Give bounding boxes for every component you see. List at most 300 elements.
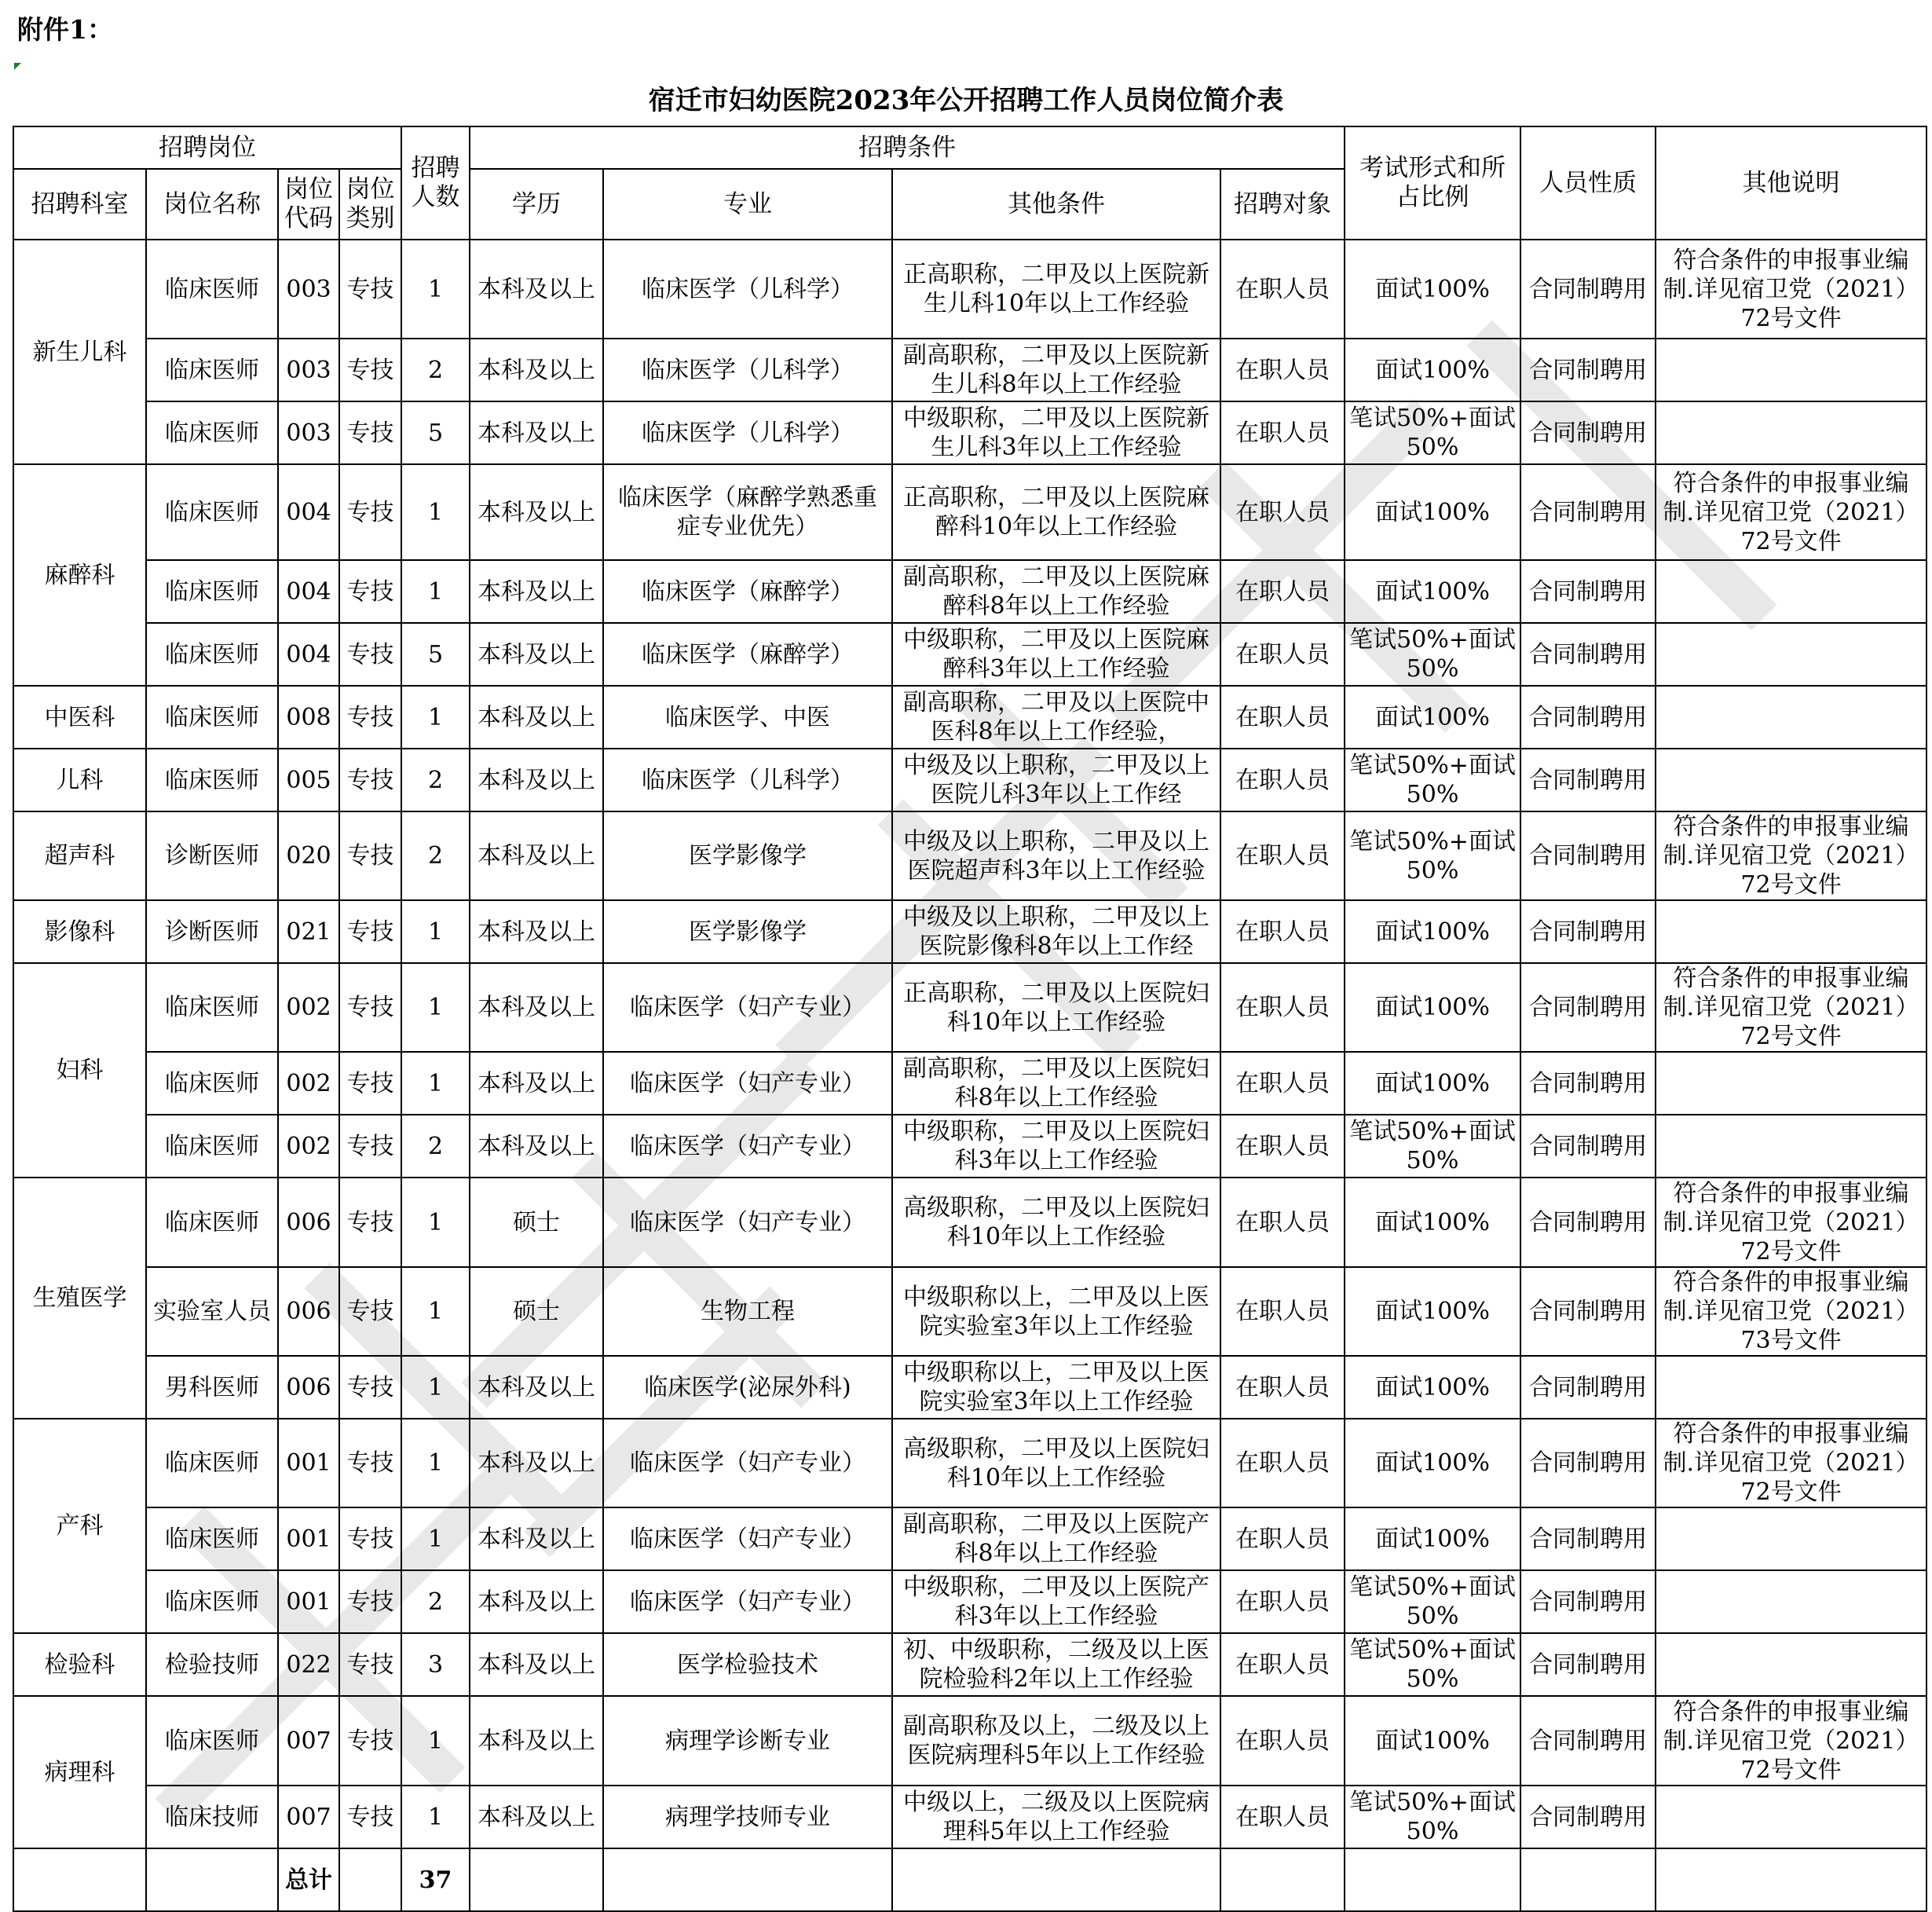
cell-target: 在职人员 (1220, 560, 1345, 623)
cell-exam: 面试100% (1345, 240, 1520, 339)
cell-education: 本科及以上 (470, 963, 603, 1052)
cell-nature: 合同制聘用 (1520, 464, 1656, 560)
cell-nature: 合同制聘用 (1520, 1633, 1656, 1696)
cell-education: 本科及以上 (470, 1786, 603, 1848)
cell-note (1656, 1786, 1927, 1848)
cell-note (1656, 560, 1927, 623)
cell-nature: 合同制聘用 (1520, 1178, 1656, 1267)
cell-department: 超声科 (13, 811, 146, 900)
cell-target: 在职人员 (1220, 1267, 1345, 1356)
cell-post-code: 004 (278, 623, 339, 686)
header-education: 学历 (470, 169, 603, 240)
cell-education: 本科及以上 (470, 749, 603, 811)
cell-count: 2 (401, 749, 470, 811)
cell-target: 在职人员 (1220, 339, 1345, 401)
attachment-label: 附件1： (17, 14, 113, 45)
table-row (13, 686, 1927, 749)
recruitment-table (13, 126, 1927, 1912)
cell-exam: 面试100% (1345, 1507, 1520, 1570)
cell-department: 儿科 (13, 749, 146, 811)
header-major: 专业 (603, 169, 892, 240)
cell-department: 新生儿科 (13, 240, 146, 464)
cell-other-conditions: 中级以上，二级及以上医院病理科5年以上工作经验 (892, 1786, 1220, 1848)
cell-exam: 笔试50%+面试50% (1345, 1115, 1520, 1178)
cell-other-conditions: 中级职称，二甲及以上医院新生儿科3年以上工作经验 (892, 401, 1220, 464)
cell-major: 临床医学（妇产专业） (603, 1570, 892, 1633)
cell-other-conditions: 副高职称及以上，二级及以上医院病理科5年以上工作经验 (892, 1696, 1220, 1786)
cell-education: 本科及以上 (470, 1696, 603, 1786)
header-other-conditions: 其他条件 (892, 169, 1220, 240)
cell-post-type: 专技 (339, 339, 401, 401)
cell-target: 在职人员 (1220, 1419, 1345, 1507)
cell-note (1656, 339, 1927, 401)
cell-exam: 面试100% (1345, 900, 1520, 963)
cell-nature: 合同制聘用 (1520, 1052, 1656, 1115)
cell-count: 1 (401, 1356, 470, 1419)
header-nature: 人员性质 (1520, 126, 1656, 240)
table-row (13, 1507, 1927, 1570)
cell-target: 在职人员 (1220, 1786, 1345, 1848)
cell-exam: 面试100% (1345, 560, 1520, 623)
table-row (13, 1570, 1927, 1633)
table-row (13, 339, 1927, 401)
cell-count: 1 (401, 1786, 470, 1848)
cell-count: 5 (401, 401, 470, 464)
cell-post-code: 006 (278, 1267, 339, 1356)
cell-post-name: 临床技师 (146, 1786, 278, 1848)
cell-other-conditions: 中级职称，二甲及以上医院麻醉科3年以上工作经验 (892, 623, 1220, 686)
cell-post-name: 临床医师 (146, 560, 278, 623)
cell-major: 临床医学（妇产专业） (603, 963, 892, 1052)
cell-major: 医学影像学 (603, 811, 892, 900)
cell-count: 1 (401, 1419, 470, 1507)
cell-major: 临床医学（妇产专业） (603, 1507, 892, 1570)
cell-major: 临床医学（儿科学） (603, 339, 892, 401)
cell-other-conditions: 中级及以上职称，二甲及以上医院儿科3年以上工作经 (892, 749, 1220, 811)
cell-education: 本科及以上 (470, 560, 603, 623)
cell-post-type: 专技 (339, 963, 401, 1052)
cell-target: 在职人员 (1220, 1507, 1345, 1570)
cell-note (1656, 1570, 1927, 1633)
cell-post-code: 022 (278, 1633, 339, 1696)
cell-education: 本科及以上 (470, 811, 603, 900)
cell-note: 符合条件的申报事业编制.详见宿卫党（2021）72号文件 (1656, 1419, 1927, 1507)
cell-count: 1 (401, 900, 470, 963)
cell-nature: 合同制聘用 (1520, 1570, 1656, 1633)
cell-post-type: 专技 (339, 623, 401, 686)
cell-post-name: 临床医师 (146, 240, 278, 339)
cell-exam: 笔试50%+面试50% (1345, 1570, 1520, 1633)
cell-exam: 面试100% (1345, 1419, 1520, 1507)
cell-other-conditions: 初、中级职称，二级及以上医院检验科2年以上工作经验 (892, 1633, 1220, 1696)
cell-target: 在职人员 (1220, 240, 1345, 339)
cell-post-type: 专技 (339, 686, 401, 749)
cell-education: 本科及以上 (470, 686, 603, 749)
cell-major: 生物工程 (603, 1267, 892, 1356)
total-value: 37 (401, 1848, 470, 1911)
cell-major: 临床医学（儿科学） (603, 401, 892, 464)
cell-post-code: 006 (278, 1356, 339, 1419)
cell-count: 2 (401, 811, 470, 900)
table-row (13, 240, 1927, 339)
cell-exam: 面试100% (1345, 963, 1520, 1052)
cell-education: 本科及以上 (470, 240, 603, 339)
cell-post-code: 005 (278, 749, 339, 811)
cell-note: 符合条件的申报事业编制.详见宿卫党（2021）72号文件 (1656, 464, 1927, 560)
empty-cell (470, 1848, 603, 1911)
cell-department: 影像科 (13, 900, 146, 963)
cell-post-name: 临床医师 (146, 1507, 278, 1570)
cell-major: 临床医学（妇产专业） (603, 1178, 892, 1267)
header-post-name: 岗位名称 (146, 169, 278, 240)
cell-post-type: 专技 (339, 1115, 401, 1178)
cell-post-type: 专技 (339, 401, 401, 464)
cell-education: 本科及以上 (470, 1356, 603, 1419)
cell-nature: 合同制聘用 (1520, 240, 1656, 339)
cell-major: 临床医学（儿科学） (603, 240, 892, 339)
cell-major: 临床医学（麻醉学熟悉重症专业优先） (603, 464, 892, 560)
cell-post-name: 临床医师 (146, 401, 278, 464)
cell-education: 本科及以上 (470, 1052, 603, 1115)
cell-target: 在职人员 (1220, 900, 1345, 963)
cell-note (1656, 1633, 1927, 1696)
cell-count: 3 (401, 1633, 470, 1696)
cell-target: 在职人员 (1220, 1696, 1345, 1786)
cell-note (1656, 401, 1927, 464)
table-row (13, 560, 1927, 623)
table-row (13, 811, 1927, 900)
cell-count: 1 (401, 686, 470, 749)
cell-post-code: 004 (278, 560, 339, 623)
cell-count: 1 (401, 1507, 470, 1570)
cell-target: 在职人员 (1220, 1633, 1345, 1696)
cell-nature: 合同制聘用 (1520, 900, 1656, 963)
cell-nature: 合同制聘用 (1520, 811, 1656, 900)
cell-nature: 合同制聘用 (1520, 560, 1656, 623)
cell-department: 妇科 (13, 963, 146, 1178)
cell-count: 1 (401, 1052, 470, 1115)
cell-other-conditions: 副高职称，二甲及以上医院产科8年以上工作经验 (892, 1507, 1220, 1570)
cell-education: 硕士 (470, 1178, 603, 1267)
cell-target: 在职人员 (1220, 1052, 1345, 1115)
cell-post-code: 003 (278, 339, 339, 401)
header-conditions: 招聘条件 (470, 126, 1345, 169)
cell-post-type: 专技 (339, 1052, 401, 1115)
cell-post-code: 002 (278, 1115, 339, 1178)
cell-education: 本科及以上 (470, 900, 603, 963)
empty-cell (1345, 1848, 1520, 1911)
empty-cell (146, 1848, 278, 1911)
cell-department: 检验科 (13, 1633, 146, 1696)
cell-other-conditions: 副高职称，二甲及以上医院妇科8年以上工作经验 (892, 1052, 1220, 1115)
cell-other-conditions: 副高职称，二甲及以上医院麻醉科8年以上工作经验 (892, 560, 1220, 623)
cell-department: 麻醉科 (13, 464, 146, 686)
cell-exam: 笔试50%+面试50% (1345, 749, 1520, 811)
cell-count: 1 (401, 240, 470, 339)
cell-nature: 合同制聘用 (1520, 339, 1656, 401)
cell-post-code: 001 (278, 1419, 339, 1507)
cell-education: 本科及以上 (470, 339, 603, 401)
cell-exam: 面试100% (1345, 1267, 1520, 1356)
cell-nature: 合同制聘用 (1520, 1267, 1656, 1356)
cell-post-code: 007 (278, 1696, 339, 1786)
cell-nature: 合同制聘用 (1520, 1115, 1656, 1178)
cell-nature: 合同制聘用 (1520, 623, 1656, 686)
cell-post-name: 临床医师 (146, 686, 278, 749)
page-title: 宿迁市妇幼医院2023年公开招聘工作人员岗位简介表 (648, 85, 1284, 116)
cell-post-type: 专技 (339, 464, 401, 560)
cell-post-name: 检验技师 (146, 1633, 278, 1696)
table-row (13, 623, 1927, 686)
cell-nature: 合同制聘用 (1520, 1507, 1656, 1570)
cell-post-name: 临床医师 (146, 749, 278, 811)
cell-major: 临床医学、中医 (603, 686, 892, 749)
cell-post-code: 003 (278, 401, 339, 464)
cell-note: 符合条件的申报事业编制.详见宿卫党（2021）72号文件 (1656, 963, 1927, 1052)
table-row (13, 1633, 1927, 1696)
cell-major: 临床医学（麻醉学） (603, 623, 892, 686)
cell-other-conditions: 中级及以上职称，二甲及以上医院超声科3年以上工作经验 (892, 811, 1220, 900)
cell-post-type: 专技 (339, 1356, 401, 1419)
cell-post-code: 008 (278, 686, 339, 749)
cell-post-type: 专技 (339, 1633, 401, 1696)
cell-note (1656, 1115, 1927, 1178)
header-post-code: 岗位代码 (278, 169, 339, 240)
table-row (13, 1178, 1927, 1267)
cell-post-name: 临床医师 (146, 1115, 278, 1178)
empty-cell (603, 1848, 892, 1911)
cell-nature: 合同制聘用 (1520, 963, 1656, 1052)
cell-post-code: 004 (278, 464, 339, 560)
header-recruit-post: 招聘岗位 (13, 126, 401, 169)
cell-other-conditions: 中级职称，二甲及以上医院妇科3年以上工作经验 (892, 1115, 1220, 1178)
cell-post-name: 临床医师 (146, 1419, 278, 1507)
cell-education: 本科及以上 (470, 1633, 603, 1696)
cell-nature: 合同制聘用 (1520, 1356, 1656, 1419)
empty-cell (1220, 1848, 1345, 1911)
table-row (13, 963, 1927, 1052)
cell-post-code: 002 (278, 1052, 339, 1115)
cell-target: 在职人员 (1220, 686, 1345, 749)
cell-post-code: 007 (278, 1786, 339, 1848)
cell-count: 1 (401, 1267, 470, 1356)
cell-post-name: 临床医师 (146, 1570, 278, 1633)
cell-note (1656, 1356, 1927, 1419)
cell-note (1656, 900, 1927, 963)
total-row (13, 1848, 1927, 1911)
cell-post-name: 临床医师 (146, 963, 278, 1052)
cell-post-type: 专技 (339, 560, 401, 623)
table-row (13, 1419, 1927, 1507)
header-exam: 考试形式和所占比例 (1345, 126, 1520, 240)
cell-count: 5 (401, 623, 470, 686)
cell-nature: 合同制聘用 (1520, 1786, 1656, 1848)
cell-post-code: 001 (278, 1570, 339, 1633)
cell-count: 1 (401, 464, 470, 560)
cell-post-name: 临床医师 (146, 339, 278, 401)
cell-note (1656, 623, 1927, 686)
cell-other-conditions: 副高职称，二甲及以上医院新生儿科8年以上工作经验 (892, 339, 1220, 401)
cell-count: 2 (401, 339, 470, 401)
cell-department: 产科 (13, 1419, 146, 1633)
cell-post-name: 临床医师 (146, 1178, 278, 1267)
cell-education: 本科及以上 (470, 1419, 603, 1507)
cell-count: 1 (401, 963, 470, 1052)
table-row (13, 1786, 1927, 1848)
header-count: 招聘人数 (401, 126, 470, 240)
cell-post-code: 021 (278, 900, 339, 963)
cell-department: 病理科 (13, 1696, 146, 1848)
cell-nature: 合同制聘用 (1520, 686, 1656, 749)
cell-major: 医学影像学 (603, 900, 892, 963)
cell-note (1656, 749, 1927, 811)
cell-post-code: 006 (278, 1178, 339, 1267)
cell-major: 临床医学（妇产专业） (603, 1052, 892, 1115)
empty-cell (339, 1848, 401, 1911)
cell-post-code: 003 (278, 240, 339, 339)
table-row (13, 749, 1927, 811)
cell-major: 病理学技师专业 (603, 1786, 892, 1848)
cell-post-name: 实验室人员 (146, 1267, 278, 1356)
cell-post-type: 专技 (339, 1696, 401, 1786)
cell-major: 临床医学（麻醉学） (603, 560, 892, 623)
cell-nature: 合同制聘用 (1520, 749, 1656, 811)
cell-education: 本科及以上 (470, 1507, 603, 1570)
table-row (13, 1696, 1927, 1786)
empty-cell (892, 1848, 1220, 1911)
cell-post-type: 专技 (339, 1507, 401, 1570)
cell-count: 2 (401, 1570, 470, 1633)
cell-target: 在职人员 (1220, 1356, 1345, 1419)
corner-mark-icon (14, 63, 21, 70)
cell-count: 1 (401, 1696, 470, 1786)
cell-nature: 合同制聘用 (1520, 1419, 1656, 1507)
cell-exam: 面试100% (1345, 1696, 1520, 1786)
cell-exam: 面试100% (1345, 1356, 1520, 1419)
cell-major: 临床医学（妇产专业） (603, 1115, 892, 1178)
cell-other-conditions: 副高职称，二甲及以上医院中医科8年以上工作经验， (892, 686, 1220, 749)
cell-note: 符合条件的申报事业编制.详见宿卫党（2021）72号文件 (1656, 240, 1927, 339)
cell-exam: 面试100% (1345, 686, 1520, 749)
cell-post-code: 020 (278, 811, 339, 900)
cell-other-conditions: 正高职称，二甲及以上医院麻醉科10年以上工作经验 (892, 464, 1220, 560)
cell-exam: 面试100% (1345, 464, 1520, 560)
cell-exam: 笔试50%+面试50% (1345, 811, 1520, 900)
cell-target: 在职人员 (1220, 749, 1345, 811)
cell-target: 在职人员 (1220, 811, 1345, 900)
cell-other-conditions: 高级职称，二甲及以上医院妇科10年以上工作经验 (892, 1419, 1220, 1507)
cell-other-conditions: 高级职称，二甲及以上医院妇科10年以上工作经验 (892, 1178, 1220, 1267)
cell-note (1656, 1507, 1927, 1570)
table-row (13, 464, 1927, 560)
cell-other-conditions: 中级及以上职称，二甲及以上医院影像科8年以上工作经 (892, 900, 1220, 963)
cell-post-type: 专技 (339, 811, 401, 900)
cell-post-code: 001 (278, 1507, 339, 1570)
cell-major: 临床医学（妇产专业） (603, 1419, 892, 1507)
cell-note (1656, 1052, 1927, 1115)
cell-target: 在职人员 (1220, 1115, 1345, 1178)
cell-exam: 笔试50%+面试50% (1345, 1786, 1520, 1848)
header-target: 招聘对象 (1220, 169, 1345, 240)
cell-other-conditions: 中级职称以上，二甲及以上医院实验室3年以上工作经验 (892, 1356, 1220, 1419)
cell-note: 符合条件的申报事业编制.详见宿卫党（2021）72号文件 (1656, 1178, 1927, 1267)
cell-exam: 笔试50%+面试50% (1345, 1633, 1520, 1696)
cell-target: 在职人员 (1220, 623, 1345, 686)
cell-post-name: 临床医师 (146, 464, 278, 560)
cell-major: 医学检验技术 (603, 1633, 892, 1696)
cell-post-name: 临床医师 (146, 1696, 278, 1786)
cell-exam: 面试100% (1345, 339, 1520, 401)
cell-target: 在职人员 (1220, 963, 1345, 1052)
table-row (13, 1356, 1927, 1419)
cell-major: 临床医学(泌尿外科) (603, 1356, 892, 1419)
cell-other-conditions: 中级职称以上，二甲及以上医院实验室3年以上工作经验 (892, 1267, 1220, 1356)
cell-other-conditions: 正高职称，二甲及以上医院新生儿科10年以上工作经验 (892, 240, 1220, 339)
cell-nature: 合同制聘用 (1520, 1696, 1656, 1786)
cell-department: 中医科 (13, 686, 146, 749)
cell-count: 2 (401, 1115, 470, 1178)
cell-post-type: 专技 (339, 1267, 401, 1356)
cell-note (1656, 686, 1927, 749)
cell-post-name: 诊断医师 (146, 900, 278, 963)
cell-major: 病理学诊断专业 (603, 1696, 892, 1786)
table-row (13, 1267, 1927, 1356)
cell-post-type: 专技 (339, 1786, 401, 1848)
table-row (13, 1052, 1927, 1115)
cell-education: 本科及以上 (470, 401, 603, 464)
cell-education: 本科及以上 (470, 623, 603, 686)
empty-cell (1656, 1848, 1927, 1911)
cell-post-name: 诊断医师 (146, 811, 278, 900)
cell-count: 1 (401, 1178, 470, 1267)
cell-target: 在职人员 (1220, 1178, 1345, 1267)
cell-exam: 面试100% (1345, 1178, 1520, 1267)
cell-education: 本科及以上 (470, 1115, 603, 1178)
cell-note: 符合条件的申报事业编制.详见宿卫党（2021）72号文件 (1656, 1696, 1927, 1786)
cell-post-type: 专技 (339, 240, 401, 339)
cell-target: 在职人员 (1220, 1570, 1345, 1633)
cell-exam: 笔试50%+面试50% (1345, 623, 1520, 686)
cell-education: 硕士 (470, 1267, 603, 1356)
cell-post-code: 002 (278, 963, 339, 1052)
cell-nature: 合同制聘用 (1520, 401, 1656, 464)
cell-department: 生殖医学 (13, 1178, 146, 1419)
header-notes: 其他说明 (1656, 126, 1927, 240)
empty-cell (1520, 1848, 1656, 1911)
cell-note: 符合条件的申报事业编制.详见宿卫党（2021）72号文件 (1656, 811, 1927, 900)
cell-exam: 笔试50%+面试50% (1345, 401, 1520, 464)
cell-count: 1 (401, 560, 470, 623)
cell-other-conditions: 正高职称，二甲及以上医院妇科10年以上工作经验 (892, 963, 1220, 1052)
cell-post-type: 专技 (339, 1178, 401, 1267)
cell-note: 符合条件的申报事业编制.详见宿卫党（2021）73号文件 (1656, 1267, 1927, 1356)
total-label: 总计 (278, 1848, 339, 1911)
cell-major: 临床医学（儿科学） (603, 749, 892, 811)
cell-education: 本科及以上 (470, 1570, 603, 1633)
cell-post-type: 专技 (339, 749, 401, 811)
cell-post-name: 临床医师 (146, 623, 278, 686)
cell-target: 在职人员 (1220, 401, 1345, 464)
cell-education: 本科及以上 (470, 464, 603, 560)
cell-other-conditions: 中级职称，二甲及以上医院产科3年以上工作经验 (892, 1570, 1220, 1633)
header-post-type: 岗位类别 (339, 169, 401, 240)
cell-post-type: 专技 (339, 1570, 401, 1633)
cell-post-type: 专技 (339, 900, 401, 963)
cell-post-name: 临床医师 (146, 1052, 278, 1115)
cell-post-name: 男科医师 (146, 1356, 278, 1419)
cell-post-type: 专技 (339, 1419, 401, 1507)
cell-target: 在职人员 (1220, 464, 1345, 560)
